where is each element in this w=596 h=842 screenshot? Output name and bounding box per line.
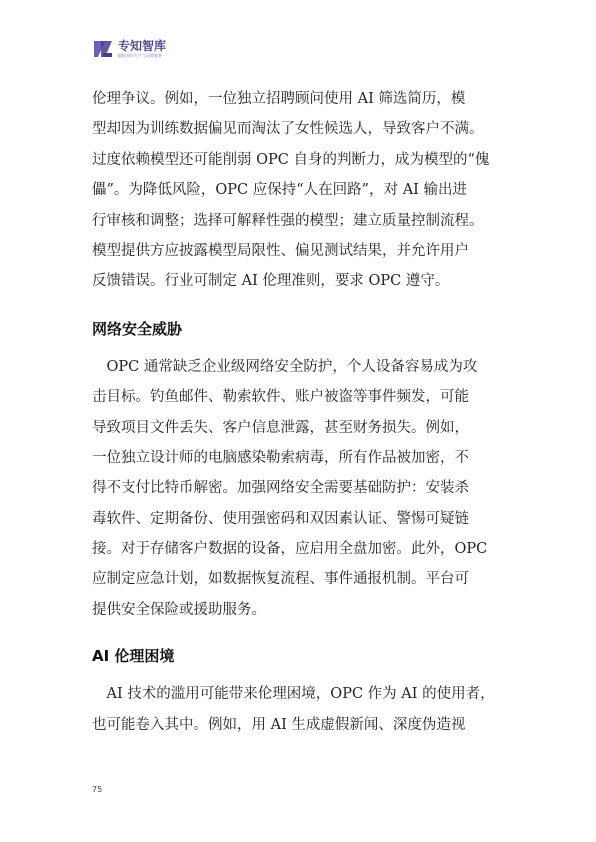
logo-subtitle: 赋能知识生产与决策服务 [118,53,162,58]
section-heading-cybersecurity: 网络安全威胁 [92,319,183,338]
text-line: 行审核和调整；选择可解释性强的模型；建立质量控制流程。 [92,212,484,229]
paragraph-ai-ethics [92,679,517,740]
zhuanzhi-logo-icon [92,38,114,60]
text-line: 模型提供方应披露模型局限性、偏见测试结果，并允许用户 [92,242,469,259]
text-line: 应制定应急计划，如数据恢复流程、事件通报机制。平台可 [92,571,469,588]
text-line: 反馈错误。行业可制定 AI 伦理准则，要求 OPC 遵守。 [92,273,450,290]
text-line: 接。对于存储客户数据的设备，应启用全盘加密。此外，OPC [92,541,488,558]
zhuanzhi-logo [92,38,166,60]
text-line: 伦理争议。例如，一位独立招聘顾问使用 AI 筛选简历，模 [92,91,466,107]
text-line: 儡”。为降低风险，OPC 应保持“人在回路”，对 AI 输出进 [92,182,468,199]
text-line: 提供安全保险或援助服务。 [92,601,266,618]
text-line: 过度依赖模型还可能削弱 OPC 自身的判断力，成为模型的“傀 [92,151,490,168]
section-heading-ai-ethics: AI 伦理困境 [92,647,175,666]
text-line: 得不支付比特币解密。加强网络安全需要基础防护：安装杀 [92,480,469,497]
text-line: 一位独立设计师的电脑感染勒索病毒，所有作品被加密，不 [92,449,469,466]
text-line: 型却因为训练数据偏见而淘汰了女性候选人，导致客户不满。 [92,121,484,138]
page-content [92,84,517,740]
text-line: 毒软件、定期备份、使用强密码和双因素认证、警惕可疑链 [92,510,469,527]
page-number: 75 [92,785,103,794]
logo-name: 专知智库 [118,39,167,53]
paragraph-ai-ethics-continued [92,84,517,297]
text-line: OPC 通常缺乏企业级网络安全防护，个人设备容易成为攻 [92,358,478,375]
text-line: 导致项目文件丢失、客户信息泄露，甚至财务损失。例如， [92,419,469,436]
text-line: 击目标。钓鱼邮件、勒索软件、账户被盗等事件频发，可能 [92,389,469,406]
paragraph-cybersecurity [92,352,517,626]
text-line: AI 技术的滥用可能带来伦理困境，OPC 作为 AI 的使用者， [92,686,495,703]
text-line: 也可能卷入其中。例如，用 AI 生成虚假新闻、深度伪造视 [92,716,466,733]
